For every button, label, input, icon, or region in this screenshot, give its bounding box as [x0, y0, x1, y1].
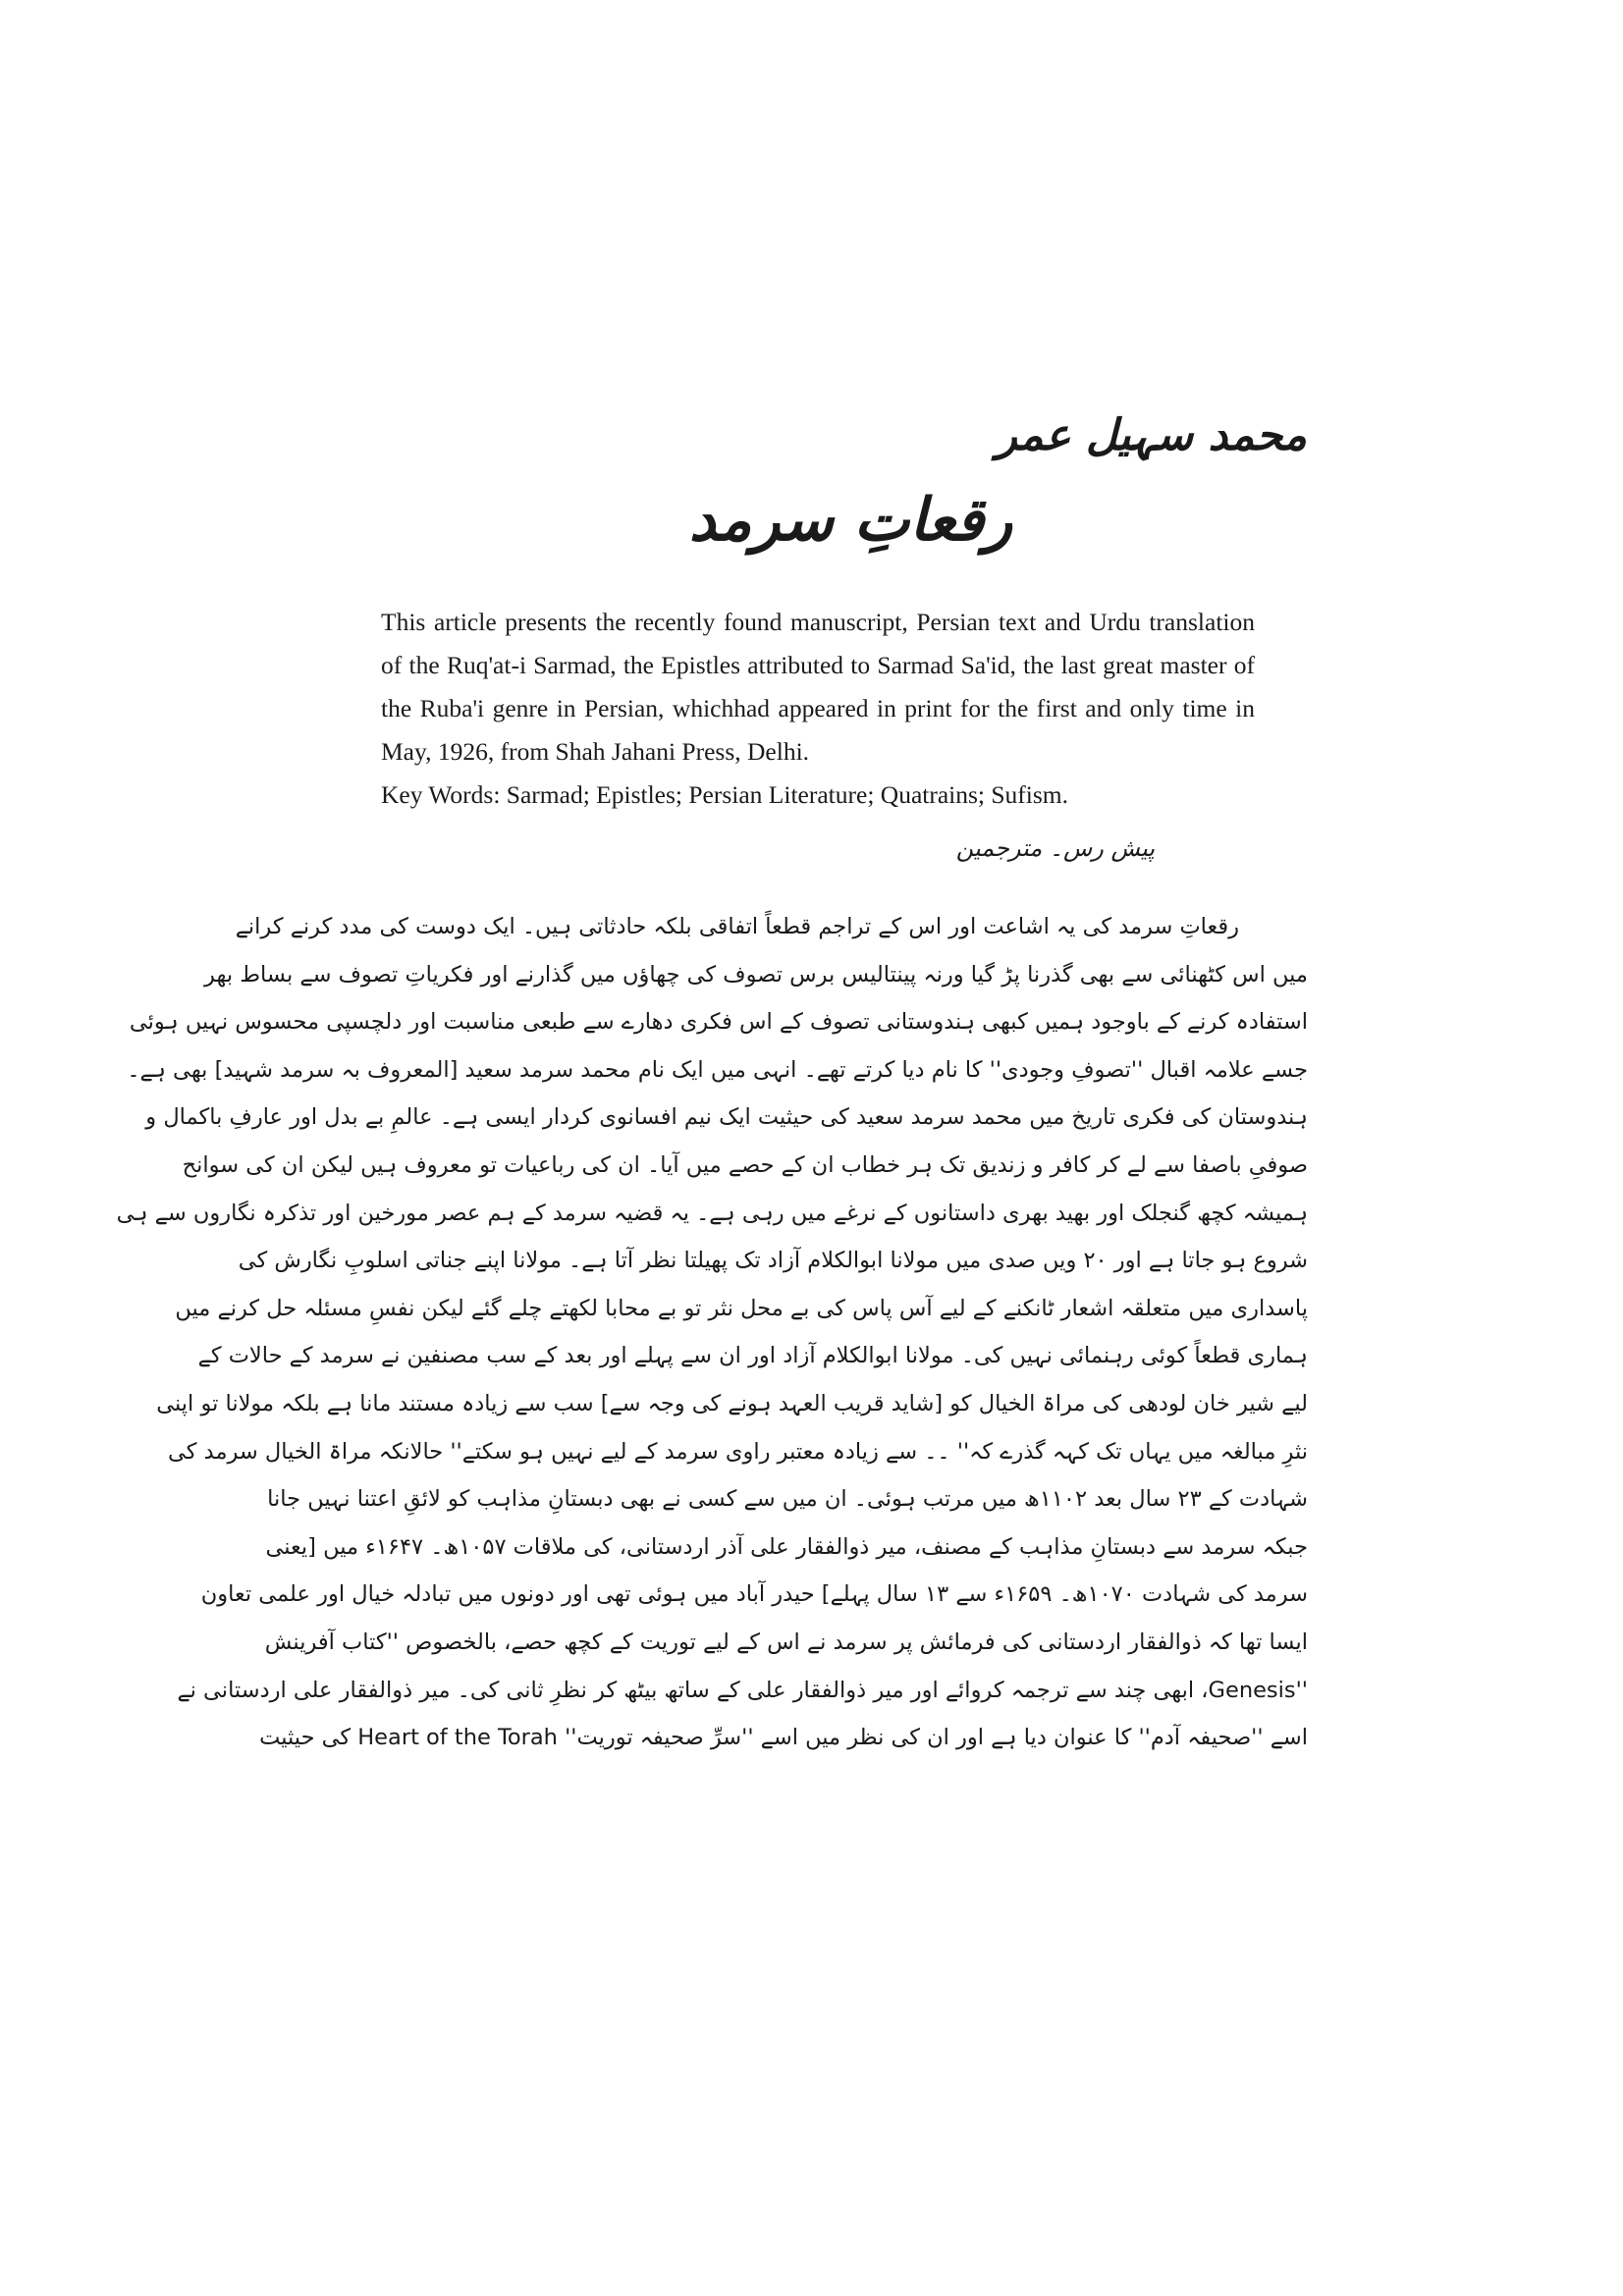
body-line: ''Genesis، ابھی چند سے ترجمہ کروائے اور میر ذوالفقار علی کے ساتھ بیٹھ کر نظرِ ثانی کی۔ میر ذوالفقار علی اردستانی نے — [177, 1677, 1308, 1703]
author-name: محمد سہیل عمر — [996, 410, 1307, 460]
body-line: شہادت کے ۲۳ سال بعد ۱۱۰۲ھ میں مرتب ہوئی۔ ان میں سے کسی نے بھی دبستانِ مذاہب کو لائقِ اعتنا نہیں جانا — [267, 1486, 1308, 1513]
body-line: ہماری قطعاً کوئی رہنمائی نہیں کی۔ مولانا ابوالکلام آزاد اور ان سے پہلے اور بعد کے سب مصنفین نے سرمد کے حالات کے — [197, 1343, 1308, 1369]
body-line: ہندوستان کی فکری تاریخ میں محمد سرمد سعید کی حیثیت ایک نیم افسانوی کردار ایسی ہے۔ عالمِ بے بدل اور عارفِ باکمال و — [145, 1104, 1308, 1131]
body-line: پاسداری میں متعلقہ اشعار ٹانکنے کے لیے آس پاس کی بے محل نثر تو بے محابا لکھتے چلے گئے لیکن نفسِ مسئلہ حل کرنے میں — [175, 1295, 1308, 1321]
body-line: لیے شیر خان لودھی کی مراۃ الخیال کو [شاید قریب العہد ہونے کی وجہ سے] سب سے زیادہ مستند مانا ہے بلکہ مولانا تو اپنی — [156, 1390, 1308, 1416]
body-line: جسے علامہ اقبال ''تصوفِ وجودی'' کا نام دیا کرتے تھے۔ انہی میں ایک نام محمد سرمد سعید [المعروف بہ سرمد شہید] بھی ہے۔ — [127, 1056, 1308, 1083]
body-line: ہمیشہ کچھ گنجلک اور بھید بھری داستانوں کے نرغے میں رہی ہے۔ یہ قضیہ سرمد کے ہم عصر مورخین اور تذکرہ نگاروں سے ہی — [116, 1200, 1308, 1226]
body-line: میں اس کٹھنائی سے بھی گذرنا پڑ گیا ورنہ پینتالیس برس تصوف کی چھاؤں میں گذارنے اور فکریاتِ تصوف سے بساط بھر — [204, 961, 1308, 988]
abstract — [381, 601, 1255, 817]
article-title: رقعاتِ سرمد — [688, 486, 1013, 555]
body-line: صوفیِ باصفا سے لے کر کافر و زندیق تک ہر خطاب ان کے حصے میں آیا۔ ان کی رباعیات تو معروف ہیں لیکن ان کی سوانح — [182, 1151, 1308, 1178]
preface-heading: پیش رس۔ مترجمین — [955, 834, 1155, 862]
abstract-paragraph: This article presents the recently found manuscript, Persian text and Urdu translation of the Ruq'at-i Sarmad, the Epistles attributed to Sarmad Sa'id, the last great master of the Ruba'i genre in Persian, whichhad appeared in print for the first and only time in May, 1926, from Shah Jahani Press, Delhi. — [381, 608, 1255, 766]
body-line: سرمد کی شہادت ۱۰۷۰ھ۔ ۱۶۵۹ء سے ۱۳ سال پہلے] حیدر آباد میں ہوئی تھی اور دونوں میں تبادلہ خیال اور علمی تعاون — [200, 1581, 1308, 1608]
body-line: ایسا تھا کہ ذوالفقار اردستانی کی فرمائش پر سرمد نے اس کے لیے توریت کے کچھ حصے، بالخصوص ''کتاب آفرینش — [264, 1629, 1308, 1655]
body-line: جبکہ سرمد سے دبستانِ مذاہب کے مصنف، میر ذوالفقار علی آذر اردستانی، کی ملاقات ۱۰۵۷ھ۔ ۱۶۴۷ء میں [یعنی — [265, 1533, 1308, 1560]
body-line: اسے ''صحیفہ آدم'' کا عنوان دیا ہے اور ان کی نظر میں اسے ''سرِّ صحیفہ توریت'' Heart of the Torah کی حیثیت — [259, 1725, 1308, 1751]
body-line: رقعاتِ سرمد کی یہ اشاعت اور اس کے تراجم قطعاً اتفاقی بلکہ حادثاتی ہیں۔ ایک دوست کی مدد کرنے کرانے — [235, 914, 1239, 939]
body-line: شروع ہو جاتا ہے اور ۲۰ ویں صدی میں مولانا ابوالکلام آزاد تک پھیلتا نظر آتا ہے۔ مولانا اپنے جناتی اسلوبِ نگارش کی — [238, 1248, 1308, 1274]
body-line: نثرِ مبالغہ میں یہاں تک کہہ گذرے کہ'' ۔۔ سے زیادہ معتبر راوی سرمد کے لیے نہیں ہو سکتے'' حالانکہ مراۃ الخیال سرمد کی — [168, 1438, 1308, 1465]
preface-body — [116, 903, 1308, 1762]
abstract-keywords: Key Words: Sarmad; Epistles; Persian Literature; Quatrains; Sufism. — [381, 780, 1069, 809]
body-line: استفادہ کرنے کے باوجود ہمیں کبھی ہندوستانی تصوف کے اس فکری دھارے سے طبعی مناسبت اور دلچسپی محسوس نہیں ہوئی — [129, 1009, 1308, 1036]
